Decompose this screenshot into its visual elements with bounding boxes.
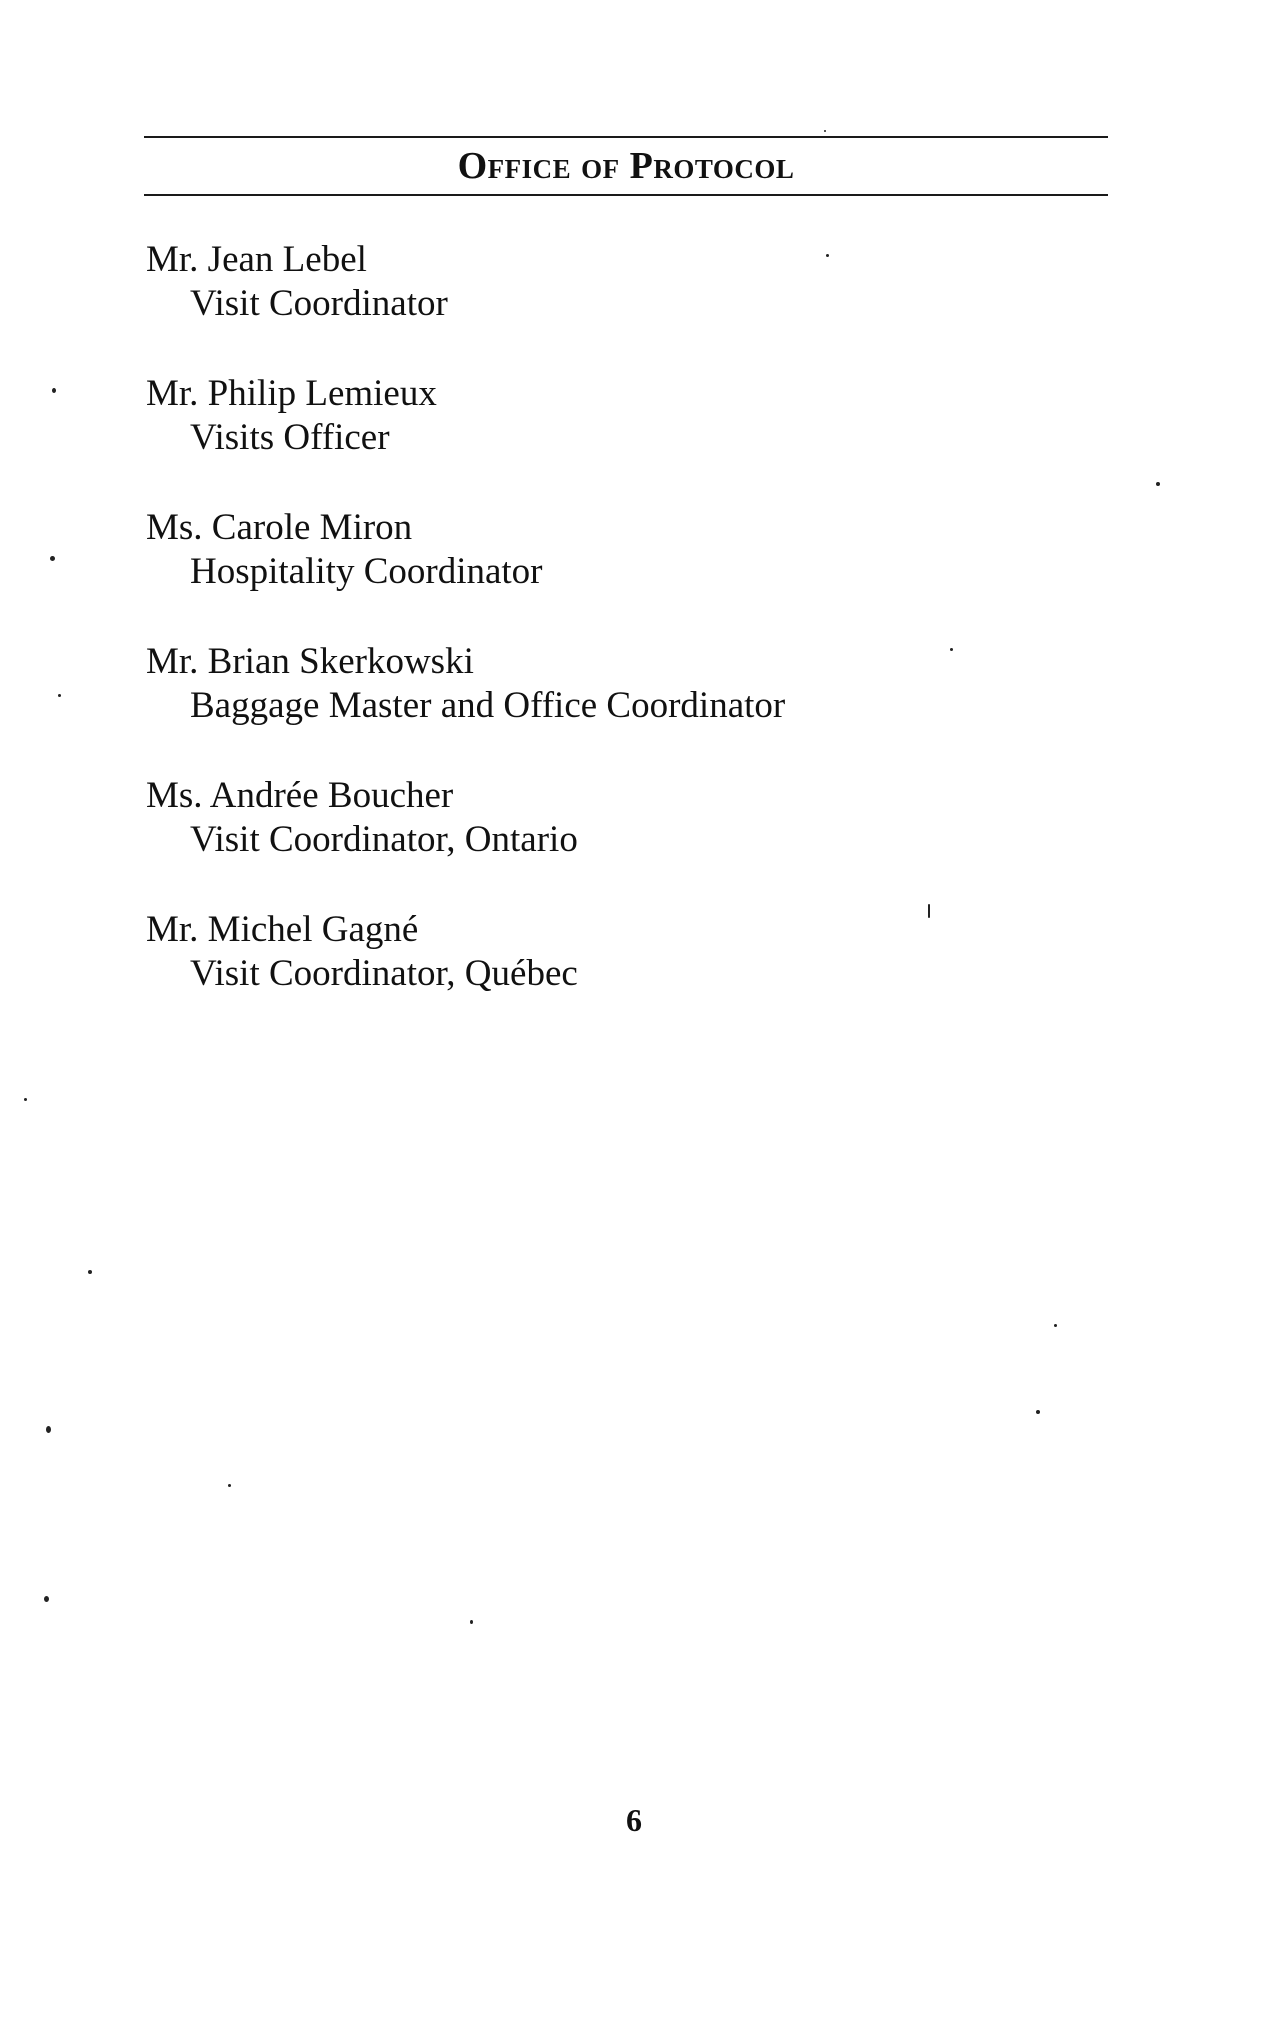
scan-speck — [1054, 1324, 1057, 1327]
scan-speck — [824, 130, 826, 132]
heading-top-rule — [144, 136, 1108, 138]
scan-speck — [826, 254, 829, 257]
scan-speck — [58, 694, 61, 697]
staff-title: Visit Coordinator — [190, 283, 448, 324]
scan-speck — [928, 904, 930, 918]
staff-name: Mr. Michel Gagné — [146, 909, 419, 950]
staff-name: Ms. Carole Miron — [146, 507, 413, 548]
scan-speck — [228, 1484, 231, 1487]
scan-speck — [24, 1098, 27, 1101]
staff-name: Mr. Brian Skerkowski — [146, 641, 474, 682]
staff-entry — [146, 774, 1046, 908]
staff-title: Hospitality Coordinator — [190, 551, 543, 592]
scan-speck — [46, 1426, 51, 1433]
staff-entry — [146, 238, 1046, 372]
scan-speck — [50, 556, 55, 561]
staff-entry — [146, 640, 1046, 774]
scan-speck — [52, 388, 56, 393]
section-heading: Office of Protocol — [457, 145, 795, 187]
staff-list — [146, 238, 1046, 1042]
scan-speck — [1036, 1410, 1040, 1414]
scan-speck — [950, 648, 953, 651]
scan-speck — [470, 1620, 473, 1624]
heading-bottom-rule — [144, 194, 1108, 196]
staff-title: Visit Coordinator, Québec — [190, 953, 578, 994]
page-number: 6 — [626, 1802, 642, 1838]
staff-entry — [146, 908, 1046, 1042]
scan-speck — [1156, 482, 1160, 486]
staff-title: Baggage Master and Office Coordinator — [190, 685, 786, 726]
scan-speck — [44, 1596, 49, 1602]
staff-title: Visits Officer — [190, 417, 390, 458]
scan-speck — [88, 1270, 92, 1274]
staff-name: Mr. Jean Lebel — [146, 239, 367, 280]
staff-name: Mr. Philip Lemieux — [146, 373, 437, 414]
staff-entry — [146, 506, 1046, 640]
staff-entry — [146, 372, 1046, 506]
staff-name: Ms. Andrée Boucher — [146, 775, 454, 816]
staff-title: Visit Coordinator, Ontario — [190, 819, 578, 860]
